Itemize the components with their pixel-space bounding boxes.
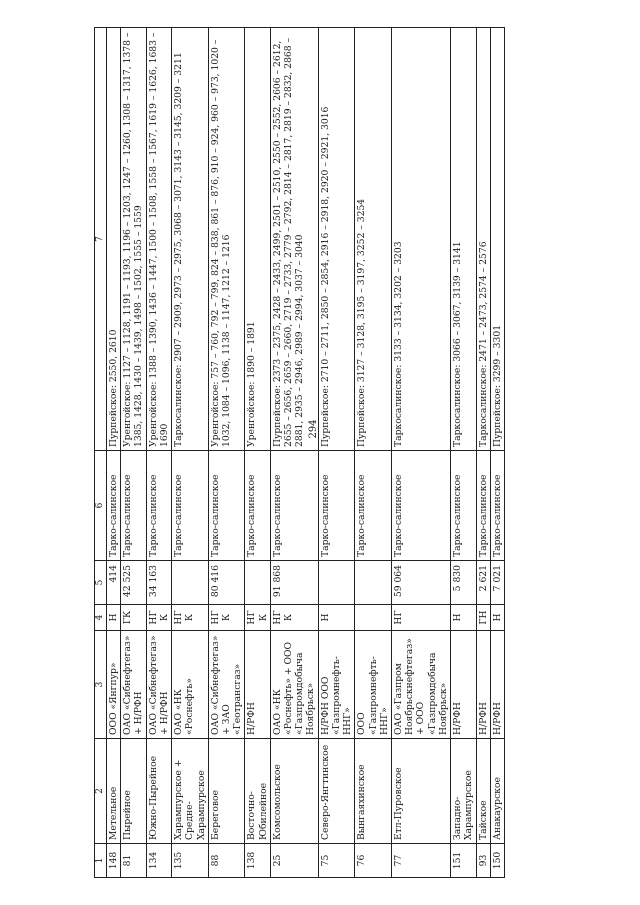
company-name: ОАО «Сибнефтегаз» + Н/РФН <box>121 631 146 739</box>
license-plots: Уренгойское: 757 – 760, 792 – 799, 824 – 838, 861 – 876, 910 – 924, 960 – 973, 1020 – 1032, 1084 – 1096, 1138 – 1147, 1212 – 1216 <box>208 28 245 451</box>
row-number: 77 <box>392 844 451 878</box>
reserves-value: 91 868 <box>270 561 318 605</box>
license-plots: Пурпейское: 2373 – 2375, 2428 – 2433, 2499, 2501 – 2510, 2550 – 2552, 2606 – 2612, 2655 – 2656, 2659 – 2660, 2719 – 2733, 2779 – 2792, 2814 – 2817, 2819 – 2832, 2868 – 2881, 2935 – 2946, 2989 – 2994, 3037 – 3040 <box>270 28 318 451</box>
header-col-5: 5 <box>95 561 107 605</box>
region-name: Тарко-салинское <box>172 451 209 561</box>
reserves-value <box>318 561 355 605</box>
table-row <box>172 28 209 878</box>
field-name: Пырейное <box>121 739 146 844</box>
reserves-value <box>172 561 209 605</box>
field-type: Н <box>106 605 120 631</box>
page-number: 294 <box>308 419 319 439</box>
license-plots: Пурпейское: 3127 – 3128, 3195 – 3197, 3252 – 3254 <box>355 28 392 451</box>
row-number: 148 <box>106 844 120 878</box>
header-row <box>95 28 107 878</box>
field-type: ГК <box>121 605 146 631</box>
reserves-value: 414 <box>106 561 120 605</box>
field-name: Комсомольское <box>270 739 318 844</box>
table-row <box>451 28 476 878</box>
reserves-value: 42 525 <box>121 561 146 605</box>
region-name: Тарко-салинское <box>392 451 451 561</box>
row-number: 93 <box>476 844 490 878</box>
license-plots: Пурпейское: 2710 – 2711, 2850 – 2854, 2916 – 2918, 2920 – 2921, 3016 <box>318 28 355 451</box>
company-name: ОАО «Сибнефтегаз» + ЗАО «Геотрансгаз» <box>208 631 245 739</box>
company-name: Н/РФН <box>476 631 490 739</box>
reserves-value: 80 416 <box>208 561 245 605</box>
field-type: НГ <box>392 605 451 631</box>
region-name: Тарко-салинское <box>245 451 270 561</box>
table-row <box>355 28 392 878</box>
field-name: Харампурское + Средне-Харампурское <box>172 739 209 844</box>
row-number: 135 <box>172 844 209 878</box>
table-row <box>318 28 355 878</box>
table-row <box>146 28 171 878</box>
region-name: Тарко-салинское <box>490 451 504 561</box>
row-number: 25 <box>270 844 318 878</box>
region-name: Тарко-салинское <box>355 451 392 561</box>
row-number: 75 <box>318 844 355 878</box>
table-row <box>106 28 120 878</box>
field-name: Етл-Пуровское <box>392 739 451 844</box>
license-plots: Таркосалинское: 3133 – 3134, 3202 – 3203 <box>392 28 451 451</box>
region-name: Тарко-салинское <box>106 451 120 561</box>
company-name: Н/РФН <box>245 631 270 739</box>
license-plots: Пурпейское: 3299 – 3301 <box>490 28 504 451</box>
license-plots: Пурпейское: 2550, 2610 <box>106 28 120 451</box>
license-plots: Уренгойское: 1127 – 1128, 1191 – 1193, 1196 – 1203, 1247 – 1260, 1308 – 1317, 1378 – 1385, 1428, 1430 – 1439, 1498 – 1502, 1555 – 1559 <box>121 28 146 451</box>
row-number: 88 <box>208 844 245 878</box>
field-type: НГК <box>270 605 318 631</box>
company-name: ОАО «НК «Роснефть» <box>172 631 209 739</box>
row-number: 150 <box>490 844 504 878</box>
header-col-4: 4 <box>95 605 107 631</box>
row-number: 81 <box>121 844 146 878</box>
table-row <box>392 28 451 878</box>
field-type: НГК <box>208 605 245 631</box>
table-row <box>476 28 490 878</box>
table-row <box>121 28 146 878</box>
company-name: Н/РФН <box>490 631 504 739</box>
field-type: Н <box>490 605 504 631</box>
table-row <box>490 28 504 878</box>
row-number: 151 <box>451 844 476 878</box>
reserves-value: 5 830 <box>451 561 476 605</box>
field-name: Береговое <box>208 739 245 844</box>
header-col-3: 3 <box>95 631 107 739</box>
company-name: Н/РФН <box>451 631 476 739</box>
reserves-value: 7 021 <box>490 561 504 605</box>
company-name: ОАО «Сибнефтегаз» + Н/РФН <box>146 631 171 739</box>
license-plots: Таркосалинское: 2907 – 2909, 2973 – 2975, 3068 – 3071, 3143 – 3145, 3209 – 3211 <box>172 28 209 451</box>
reserves-value <box>245 561 270 605</box>
region-name: Тарко-салинское <box>146 451 171 561</box>
reserves-value: 59 064 <box>392 561 451 605</box>
reserves-value: 34 163 <box>146 561 171 605</box>
table-row <box>270 28 318 878</box>
field-type: НГК <box>245 605 270 631</box>
table-row <box>245 28 270 878</box>
field-type: НГК <box>172 605 209 631</box>
company-name: ОАО «Газпром Ноябрьскнефтегаз» + ООО «Газпромдобыча Ноябрьск» <box>392 631 451 739</box>
field-name: Южно-Пырейное <box>146 739 171 844</box>
field-type <box>355 605 392 631</box>
license-plots: Уренгойское: 1388 – 1390, 1436 – 1447, 1500 – 1508, 1558 – 1567, 1619 – 1626, 1683 – 1690 <box>146 28 171 451</box>
header-col-6: 6 <box>95 451 107 561</box>
field-name: Северо-Янгтинское <box>318 739 355 844</box>
field-name: Метельное <box>106 739 120 844</box>
header-col-1: 1 <box>95 844 107 878</box>
field-type: Н <box>451 605 476 631</box>
company-name: ООО «Газпромнефть-ННГ» <box>355 631 392 739</box>
license-plots: Таркосалинское: 3066 – 3067, 3139 – 3141 <box>451 28 476 451</box>
license-plots: Уренгойское: 1890 – 1891 <box>245 28 270 451</box>
field-name: Анакаурское <box>490 739 504 844</box>
field-type: ГН <box>476 605 490 631</box>
region-name: Тарко-салинское <box>476 451 490 561</box>
field-type: Н <box>318 605 355 631</box>
field-type: НГК <box>146 605 171 631</box>
rotated-table-sheet <box>94 28 574 878</box>
company-name: ОАО «НК «Роснефть» + ООО «Газпромдобыча Ноябрьск» <box>270 631 318 739</box>
license-plots: Таркосалинское: 2471 – 2473, 2574 – 2576 <box>476 28 490 451</box>
row-number: 76 <box>355 844 392 878</box>
region-name: Тарко-салинское <box>208 451 245 561</box>
table-body <box>106 28 504 878</box>
field-name: Тайское <box>476 739 490 844</box>
company-name: ООО «Янгпур» <box>106 631 120 739</box>
row-number: 134 <box>146 844 171 878</box>
reserves-value: 2 621 <box>476 561 490 605</box>
field-name: Восточно-Юбилейное <box>245 739 270 844</box>
header-col-7: 7 <box>95 28 107 451</box>
region-name: Тарко-салинское <box>451 451 476 561</box>
region-name: Тарко-салинское <box>318 451 355 561</box>
region-name: Тарко-салинское <box>270 451 318 561</box>
region-name: Тарко-салинское <box>121 451 146 561</box>
table-row <box>208 28 245 878</box>
field-name: Западно-Харампурское <box>451 739 476 844</box>
fields-table <box>94 27 505 878</box>
company-name: Н/РФН ООО «Газпромнефть-ННГ» <box>318 631 355 739</box>
field-name: Вынгаяхинское <box>355 739 392 844</box>
reserves-value <box>355 561 392 605</box>
row-number: 138 <box>245 844 270 878</box>
header-col-2: 2 <box>95 739 107 844</box>
